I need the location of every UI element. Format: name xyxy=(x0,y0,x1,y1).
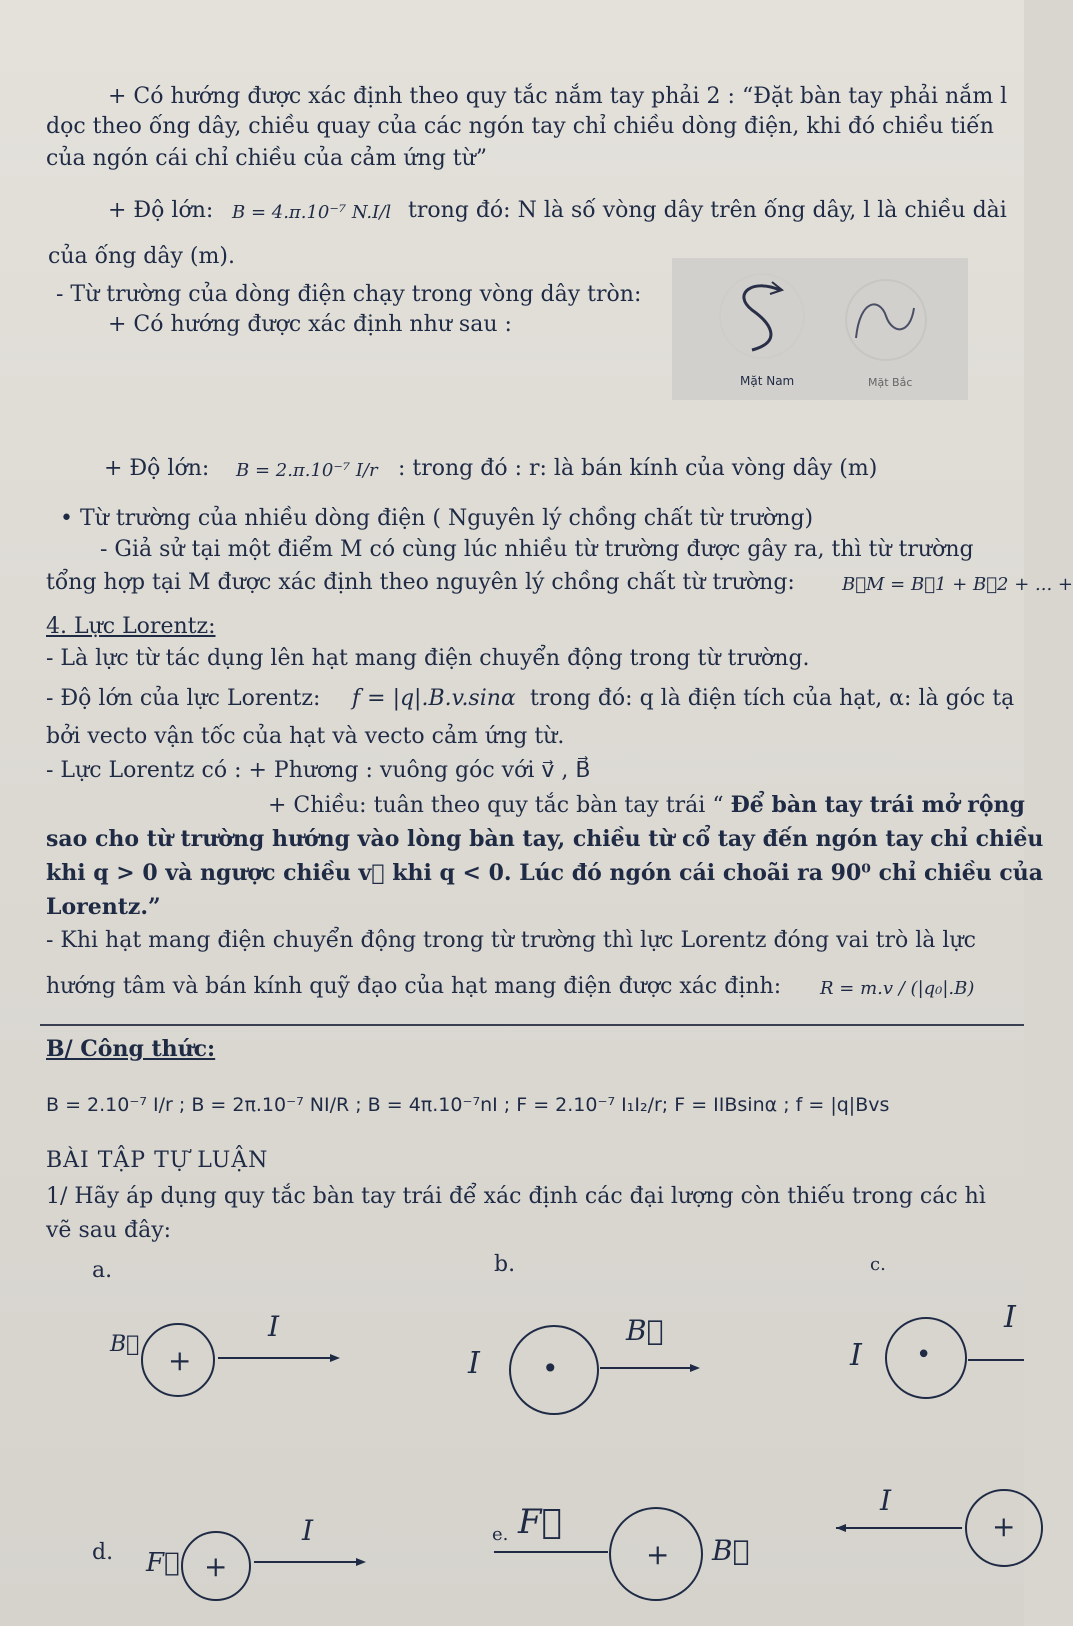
text-line-bold: Để bàn tay trái mở rộng xyxy=(730,792,1025,818)
into-page-symbol: + xyxy=(204,1550,228,1583)
text-line: • Từ trường của nhiều dòng điện ( Nguyên lý chồng chất từ trường) xyxy=(60,506,814,531)
face-figure xyxy=(672,258,968,400)
text-line: tổng hợp tại M được xác định theo nguyên lý chồng chất từ trường: xyxy=(46,570,795,595)
formula: B = 4.π.10⁻⁷ N.I/l xyxy=(232,202,392,223)
text-line: của ống dây (m). xyxy=(48,244,235,269)
current-label: I xyxy=(850,1338,862,1373)
text-line: 1/ Hãy áp dụng quy tắc bàn tay trái để xác định các đại lượng còn thiếu trong các hì xyxy=(46,1184,986,1209)
text-line: + Có hướng được xác định theo quy tắc nắm tay phải 2 : “Đặt bàn tay phải nắm l xyxy=(108,84,1008,109)
current-label-2: I xyxy=(1004,1300,1016,1335)
divider xyxy=(40,1024,1024,1026)
f-vector-label: F⃗ xyxy=(518,1502,562,1542)
formula: f = |q|.B.v.sinα xyxy=(352,686,516,711)
text-line-inner: Từ trường của nhiều dòng điện ( Nguyên lý chồng chất từ trường) xyxy=(79,506,814,531)
text-line: : trong đó : r: là bán kính của vòng dây (m) xyxy=(398,456,878,481)
text-line: vẽ sau đây: xyxy=(46,1218,172,1243)
section-heading: 4. Lực Lorentz: xyxy=(46,614,216,639)
b-vector-label: B⃗ xyxy=(712,1534,750,1567)
into-page-symbol: + xyxy=(646,1538,670,1571)
text-line: trong đó: q là điện tích của hạt, α: là góc tạ xyxy=(530,686,1015,711)
text-line: - Từ trường của dòng điện chạy trong vòng dây tròn: xyxy=(56,282,642,307)
section-heading: B/ Công thức: xyxy=(46,1036,216,1062)
into-page-symbol: + xyxy=(992,1510,1016,1543)
text-line: Lorentz.” xyxy=(46,894,161,920)
text-line: - Độ lớn của lực Lorentz: xyxy=(46,686,321,711)
text-line xyxy=(268,792,1025,819)
current-label: I xyxy=(302,1514,314,1547)
text-line: - Là lực từ tác dụng lên hạt mang điện chuyển động trong từ trường. xyxy=(46,646,810,671)
out-of-page-symbol: • xyxy=(542,1352,559,1385)
text-line: hướng tâm và bán kính quỹ đạo của hạt mang điện được xác định: xyxy=(46,974,782,999)
formula: R = m.v / (|q₀|.B) xyxy=(820,978,975,999)
text-line: dọc theo ống dây, chiều quay của các ngón tay chỉ chiều dòng điện, khi đó chiều tiến xyxy=(46,114,994,139)
formula: B⃗M = B⃗1 + B⃗2 + ... + xyxy=(842,574,1073,595)
figure-b-label: b. xyxy=(494,1252,516,1277)
text-line: - Lực Lorentz có : + Phương : vuông góc với v⃗ , B⃗ xyxy=(46,758,591,783)
current-label: I xyxy=(880,1484,892,1517)
f-vector-label: F⃗ xyxy=(146,1548,180,1578)
current-label: I xyxy=(268,1310,280,1343)
formula: B = 2.π.10⁻⁷ I/r xyxy=(236,460,378,481)
text-line: khi q > 0 và ngược chiều v⃗ khi q < 0. Lúc đó ngón cái choãi ra 90⁰ chỉ chiều của xyxy=(46,860,1044,886)
text-line: - Giả sử tại một điểm M có cùng lúc nhiều từ trường được gây ra, thì từ trường xyxy=(100,537,974,562)
text-line: bởi vecto vận tốc của hạt và vecto cảm ứng từ. xyxy=(46,724,565,749)
north-face-label: Mặt Bắc xyxy=(868,376,913,389)
figure-a-label: a. xyxy=(92,1258,113,1283)
text-line: trong đó: N là số vòng dây trên ống dây, l là chiều dài xyxy=(408,198,1007,223)
figure-e-label: e. xyxy=(492,1524,509,1545)
text-line: + Độ lớn: xyxy=(108,198,214,223)
formula-line: B = 2.10⁻⁷ I/r ; B = 2π.10⁻⁷ NI/R ; B = 4π.10⁻⁷nI ; F = 2.10⁻⁷ I₁I₂/r; F = IIBsinα ; f = |q|Bvs xyxy=(46,1094,890,1116)
b-vector-label: B⃗ xyxy=(626,1314,664,1347)
b-vector-label: B⃗ xyxy=(110,1332,140,1357)
into-page-symbol: + xyxy=(168,1344,192,1377)
figure-d-label: d. xyxy=(92,1540,114,1565)
text-line: - Khi hạt mang điện chuyển động trong từ trường thì lực Lorentz đóng vai trò là lực xyxy=(46,928,976,953)
text-line: sao cho từ trường hướng vào lòng bàn tay, chiều từ cổ tay đến ngón tay chỉ chiều xyxy=(46,826,1044,852)
text-line: + Có hướng được xác định như sau : xyxy=(108,312,512,337)
text-line: + Độ lớn: xyxy=(104,456,210,481)
south-face-label: Mặt Nam xyxy=(740,374,795,388)
face-figure-drawing xyxy=(672,258,968,400)
text-line-part: + Chiều: tuân theo quy tắc bàn tay trái “ xyxy=(268,793,724,818)
figure-c-label: c. xyxy=(870,1254,886,1275)
current-label: I xyxy=(468,1346,480,1381)
out-of-page-symbol: • xyxy=(916,1340,932,1370)
text-line: của ngón cái chỉ chiều của cảm ứng từ” xyxy=(46,146,488,171)
section-heading: BÀI TẬP TỰ LUẬN xyxy=(46,1148,269,1173)
